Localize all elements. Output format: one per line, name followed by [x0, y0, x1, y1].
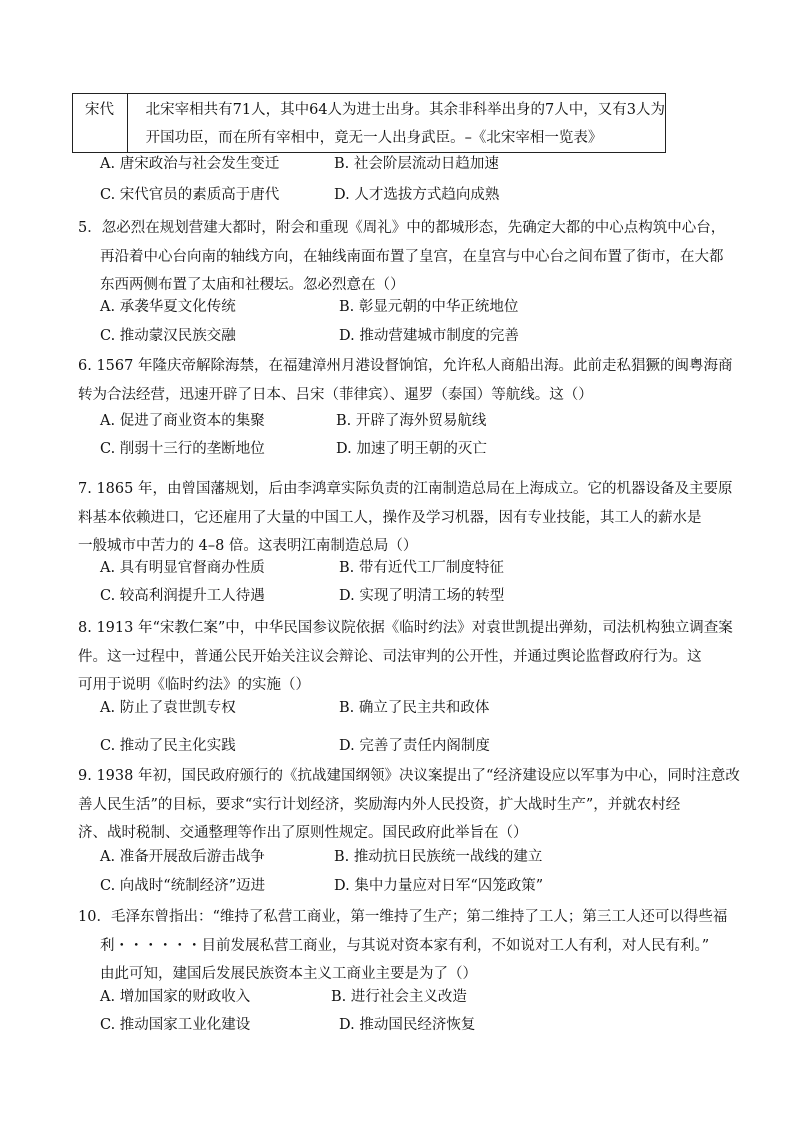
q7-line: 一般城市中苦力的 4–8 倍。这表明江南制造总局（） [78, 538, 418, 554]
q6-option-d[interactable]: D. 加速了明王朝的灭亡 [336, 441, 487, 457]
q8-stem [78, 614, 733, 700]
q10-option-a[interactable]: A. 增加国家的财政收入 [100, 989, 251, 1005]
q8-line: 8. 1913 年“宋教仁案”中，中华民国参议院依据《临时约法》对袁世凯提出弹劾，司法机构独立调查案 [78, 620, 733, 636]
q5-option-b[interactable]: B. 彰显元朝的中华正统地位 [339, 299, 519, 315]
q7-option-c[interactable]: C. 较高利润提升工人待遇 [100, 588, 265, 604]
q8-option-c[interactable]: C. 推动了民主化实践 [100, 738, 236, 754]
q6-stem [78, 352, 732, 409]
q5-line: 再沿着中心台向南的轴线方向，在轴线南面布置了皇宫，在皇宫与中心台之间布置了街市，在大都 [100, 248, 724, 265]
q4-option-a[interactable]: A. 唐宋政治与社会发生变迁 [100, 156, 280, 172]
q10-line: 利・・・・・・目前发展私营工商业，与其说对资本家有利，不如说对工人有利，对人民有利。” [100, 937, 710, 954]
q8-line: 可用于说明《临时约法》的实施（） [78, 677, 310, 693]
q7-option-a[interactable]: A. 具有明显官督商办性质 [100, 560, 265, 576]
q9-stem [78, 762, 740, 848]
q5-option-c[interactable]: C. 推动蒙汉民族交融 [100, 328, 236, 344]
q8-option-b[interactable]: B. 确立了民主共和政体 [339, 700, 490, 716]
q8-option-d[interactable]: D. 完善了责任内阁制度 [339, 738, 490, 754]
q6-option-c[interactable]: C. 削弱十三行的垄断地位 [100, 441, 265, 457]
q10-line: 10．毛泽东曾指出：“维持了私营工商业，第一维持了生产；第二维持了工人；第三工人还可以得些福 [78, 909, 728, 925]
q9-option-c[interactable]: C. 向战时“统制经济”迈进 [100, 878, 266, 894]
q10-option-c[interactable]: C. 推动国家工业化建设 [100, 1017, 251, 1033]
q4-option-b[interactable]: B. 社会阶层流动日趋加速 [334, 156, 499, 172]
q4-option-c[interactable]: C. 宋代官员的素质高于唐代 [100, 187, 280, 203]
source-table [72, 93, 666, 153]
q10-option-d[interactable]: D. 推动国民经济恢复 [339, 1017, 476, 1033]
q4-option-d[interactable]: D. 人才选拔方式趋向成熟 [334, 187, 500, 203]
q5-line: 东西两侧布置了太庙和社稷坛。忽必烈意在（） [100, 277, 405, 293]
table-era-cell [73, 94, 128, 153]
q10-line: 由此可知，建国后发展民族资本主义工商业主要是为了（） [100, 966, 477, 982]
q9-line: 善人民生活”的目标，要求“实行计划经济，奖励海内外人民投资，扩大战时生产”，并就农村经 [78, 796, 681, 813]
q7-option-d[interactable]: D. 实现了明清工场的转型 [339, 588, 505, 604]
q8-option-a[interactable]: A. 防止了袁世凯专权 [100, 700, 236, 716]
table-line: 北宋宰相共有71人，其中64人为进士出身。其余非科举出身的7人中，又有3人为 [145, 102, 665, 118]
q7-stem [78, 475, 732, 561]
q7-line: 7. 1865 年，由曾国藩规划，后由李鸿章实际负责的江南制造总局在上海成立。它的机器设备及主要原 [78, 481, 733, 497]
q5-line: 5．忽必烈在规划营建大都时，附会和重现《周礼》中的都城形态，先确定大都的中心点构筑中心台， [78, 220, 726, 236]
q6-option-b[interactable]: B. 开辟了海外贸易航线 [336, 413, 487, 429]
table-line: 开国功臣，而在所有宰相中，竟无一人出身武臣。–《北宋宰相一览表》 [145, 130, 603, 146]
q6-line: 转为合法经营，迅速开辟了日本、吕宋（菲律宾）、暹罗（泰国）等航线。这（） [78, 386, 593, 403]
q6-line: 6. 1567 年隆庆帝解除海禁，在福建漳州月港设督饷馆，允许私人商船出海。此前走私猖獗的闽粤海商 [78, 358, 733, 374]
q5-option-d[interactable]: D. 推动营建城市制度的完善 [339, 328, 519, 344]
table-content-cell [127, 94, 665, 153]
q9-line: 9. 1938 年初，国民政府颁行的《抗战建国纲领》决议案提出了“经济建设应以军事为中心，同时注意改 [78, 768, 740, 784]
era-label: 宋代 [85, 102, 114, 118]
q10-stem [78, 903, 727, 989]
q5-stem [78, 214, 725, 300]
q9-option-a[interactable]: A. 准备开展敌后游击战争 [100, 849, 265, 865]
q10-option-b[interactable]: B. 进行社会主义改造 [331, 989, 467, 1005]
q7-line: 料基本依赖进口，它还雇用了大量的中国工人，操作及学习机器，因有专业技能，其工人的薪水是 [78, 509, 702, 526]
q9-option-b[interactable]: B. 推动抗日民族统一战线的建立 [334, 849, 543, 865]
q8-line: 件。这一过程中，普通公民开始关注议会辩论、司法审判的公开性，并通过舆论监督政府行为。这 [78, 648, 702, 665]
q9-option-d[interactable]: D. 集中力量应对日军“囚笼政策” [334, 878, 544, 894]
q6-option-a[interactable]: A. 促进了商业资本的集聚 [100, 413, 265, 429]
q9-line: 济、战时税制、交通整理等作出了原则性规定。国民政府此举旨在（） [78, 825, 528, 841]
q5-option-a[interactable]: A. 承袭华夏文化传统 [100, 299, 236, 315]
q7-option-b[interactable]: B. 带有近代工厂制度特征 [339, 560, 504, 576]
